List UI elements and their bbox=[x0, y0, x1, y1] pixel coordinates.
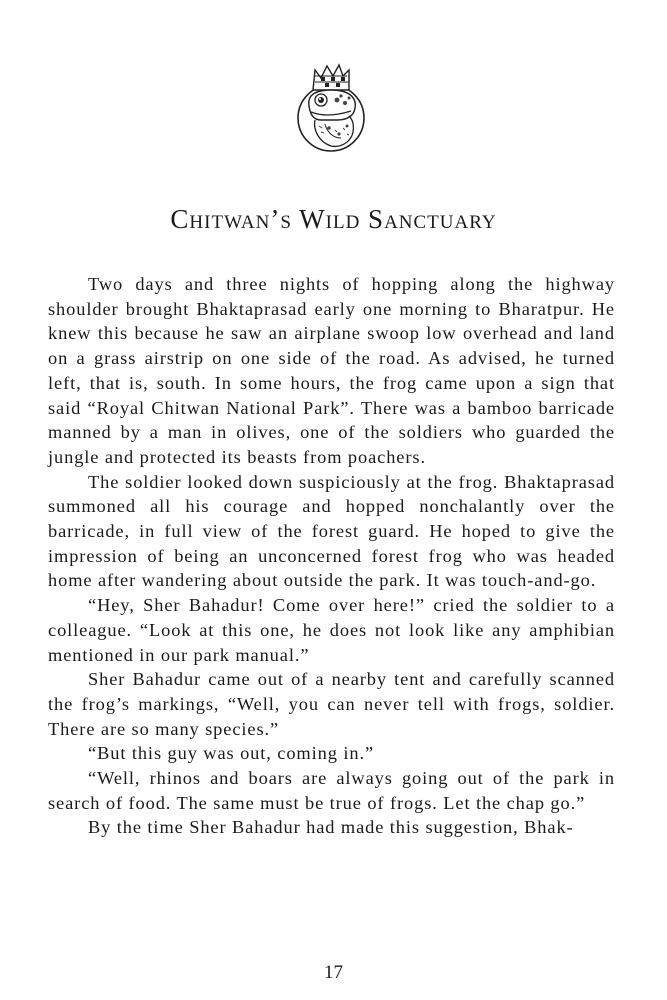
paragraph: Sher Bahadur came out of a nearby tent and carefully scanned the frog’s markings, “Well, you can never tell with frogs, soldier. There are so many species.” bbox=[48, 669, 615, 739]
paragraph: The soldier looked down suspiciously at the frog. Bhaktaprasad summoned all his courage and hopped nonchalantly over the barricade, in full view of the forest guard. He hoped to give the impression of being an unconcerned forest frog who was headed home after wandering about outside the park. It was touch-and-go. bbox=[48, 471, 615, 591]
paragraph: By the time Sher Bahadur had made this suggestion, Bhak- bbox=[88, 817, 574, 838]
paragraph: Two days and three nights of hopping along the highway shoulder brought Bhaktaprasad early one morning to Bharatpur. He knew this because he saw an airplane swoop low overhead and land on a grass airstrip on one side of the road. As advised, he turned left, that is, south. In some hours, the frog came upon a sign that said “Royal Chitwan National Park”. There was a bamboo barricade manned by a man in olives, one of the soldiers who guarded the jungle and protected its beasts from poachers. bbox=[48, 274, 615, 467]
frog-king-crown-icon bbox=[291, 56, 371, 156]
paragraph: “But this guy was out, coming in.” bbox=[88, 743, 375, 764]
paragraph: “Well, rhinos and boars are always going out of the park in search of food. The same must be true of frogs. Let the chap go.” bbox=[48, 768, 615, 813]
page-number: 17 bbox=[324, 962, 343, 983]
paragraph: “Hey, Sher Bahadur! Come over here!” cried the soldier to a colleague. “Look at this one, he does not look like any amphibian mentioned in our park manual.” bbox=[48, 595, 615, 665]
chapter-body bbox=[48, 272, 615, 840]
chapter-title: Chitwan’s Wild Sanctuary bbox=[170, 204, 497, 234]
